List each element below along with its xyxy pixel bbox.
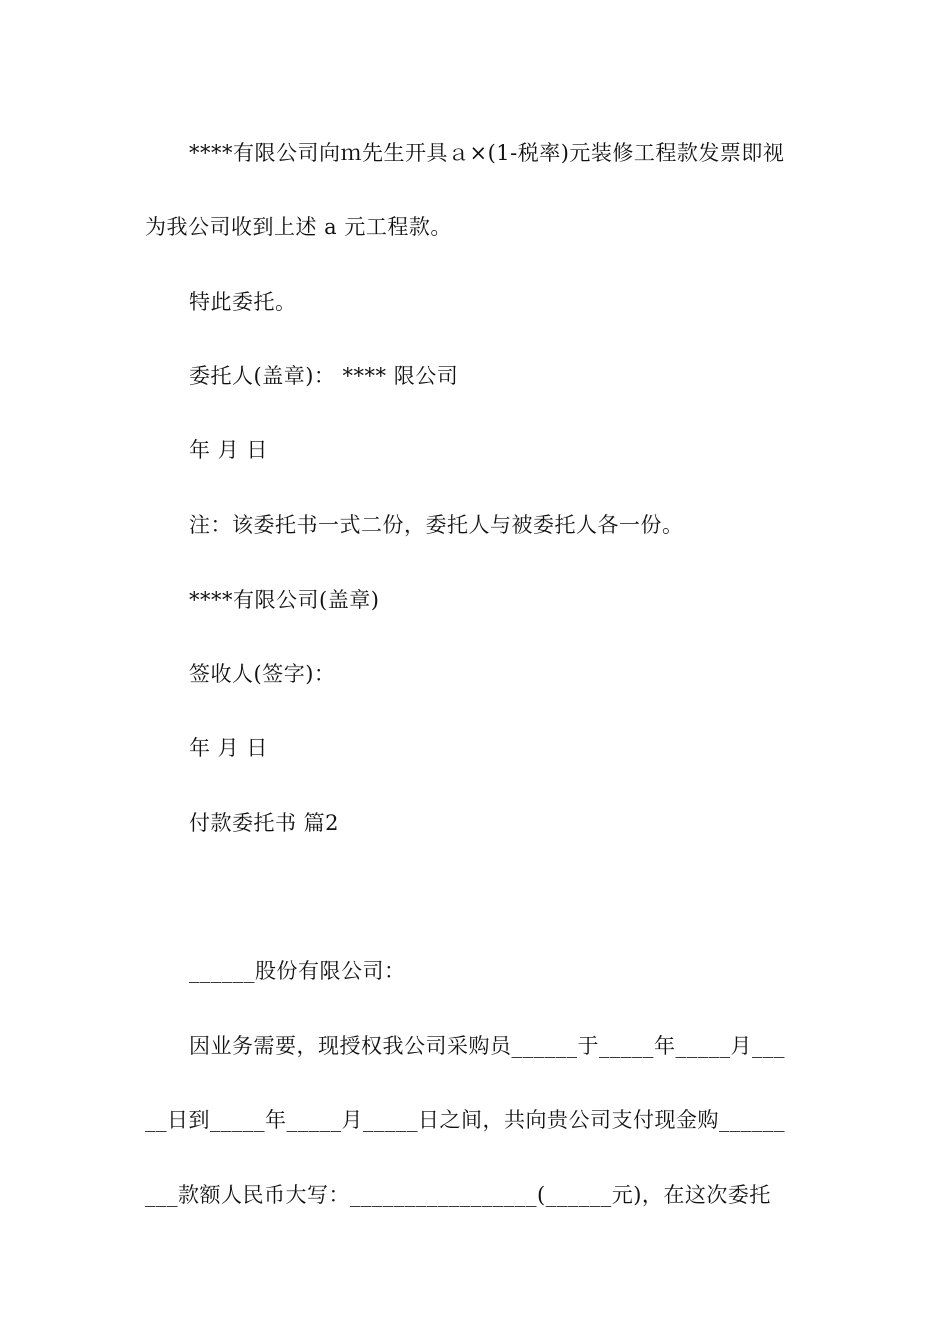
- paragraph-invoice-line-2: 为我公司收到上述 a 元工程款。: [145, 215, 452, 239]
- date-line-2: 年 月 日: [189, 736, 268, 760]
- authorization-line-1: 因业务需要，现授权我公司采购员______于_____年_____月___: [189, 1034, 785, 1058]
- entrust-statement: 特此委托。: [189, 290, 297, 314]
- entruster-seal-line: 委托人(盖章)： **** 限公司: [189, 364, 459, 388]
- date-line-1: 年 月 日: [189, 438, 268, 462]
- authorization-line-2: __日到_____年_____月_____日之间，共向贵公司支付现金购______: [145, 1108, 785, 1132]
- section-heading: 付款委托书 篇2: [189, 811, 340, 835]
- authorization-line-3: ___款额人民币大写：_________________(______元)，在这次委托: [145, 1183, 771, 1207]
- addressee-line: ______股份有限公司：: [189, 959, 406, 983]
- paragraph-invoice-line-1: ****有限公司向ｍ先生开具ａ×(1-税率)元装修工程款发票即视: [189, 141, 785, 165]
- signer-line: 签收人(签字)：: [189, 662, 336, 686]
- company-seal-line: ****有限公司(盖章): [189, 588, 380, 612]
- note-line: 注：该委托书一式二份，委托人与被委托人各一份。: [189, 513, 684, 537]
